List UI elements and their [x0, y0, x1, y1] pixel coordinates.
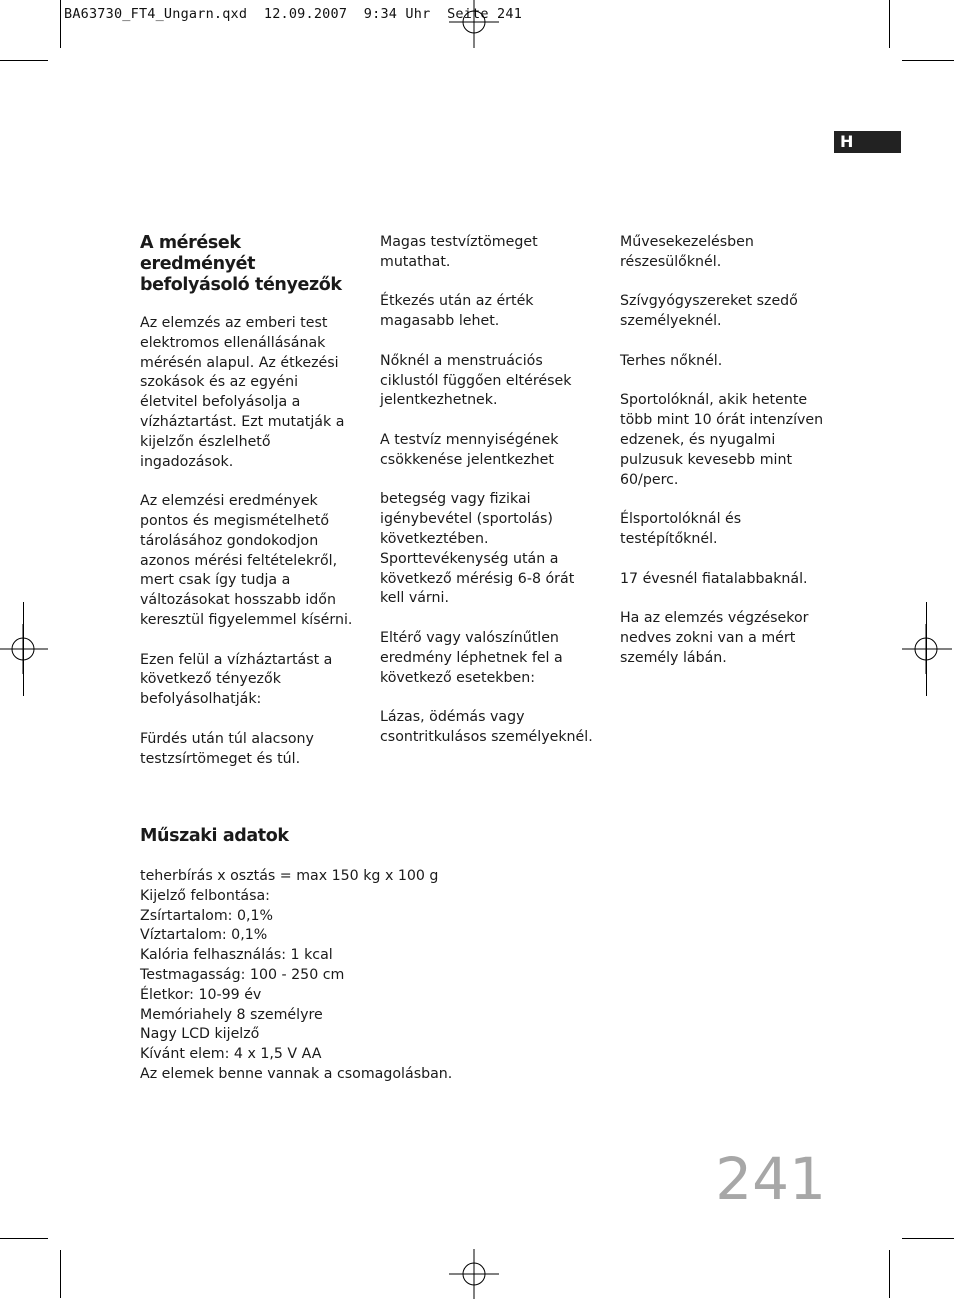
crop-mark: [902, 1238, 954, 1239]
paragraph: Magas testvíztömeget mutathat.: [380, 234, 538, 270]
paragraph: Fürdés után túl alacsony testzsírtömeget és túl.: [140, 730, 314, 767]
spec-line: Életkor: 10-99 év: [140, 986, 262, 1003]
spec-line: Víztartalom: 0,1%: [140, 927, 268, 944]
paragraph: 17 évesnél fiatalabbaknál.: [620, 570, 808, 587]
column-3: [620, 233, 840, 688]
column-1: [140, 233, 360, 789]
section-heading: Műszaki adatok: [140, 826, 289, 846]
spec-line: Memóriahely 8 személyre: [140, 1006, 323, 1023]
registration-mark-right-icon: [902, 624, 952, 674]
crop-mark: [902, 60, 954, 61]
crop-mark: [60, 0, 61, 48]
crop-mark: [926, 602, 927, 696]
crop-mark: [0, 1238, 48, 1239]
paragraph: Eltérő vagy valószínűtlen eredmény léphetnek fel a következő esetekben:: [380, 629, 563, 686]
technical-specs: [140, 826, 560, 1085]
registration-mark-left-icon: [0, 624, 50, 674]
paragraph: Étkezés után az érték magasabb lehet.: [380, 293, 534, 330]
spec-line: Kívánt elem: 4 x 1,5 V AA: [140, 1046, 322, 1063]
spec-line: Zsírtartalom: 0,1%: [140, 907, 274, 924]
spec-line: Kalória felhasználás: 1 kcal: [140, 947, 333, 964]
crop-mark: [60, 1250, 61, 1298]
page-number: 241: [715, 1145, 826, 1213]
paragraph: Sportolóknál, akik hetente több mint 10 órát intenzíven edzenek, és nyugalmi pulzusuk kevesebb mint 60/perc.: [620, 392, 824, 488]
crop-mark: [889, 1250, 890, 1298]
paragraph: Ezen felül a vízháztartást a következő tényezők befolyásolhatják:: [140, 651, 333, 708]
print-slug: BA63730_FT4_Ungarn.qxd 12.09.2007 9:34 Uhr Seite 241: [64, 6, 523, 22]
spec-line: teherbírás x osztás = max 150 kg x 100 g: [140, 868, 439, 884]
registration-mark-top-icon: [449, 0, 499, 50]
paragraph: betegség vagy fizikai igénybevétel (sportolás) következtében. Sporttevékenység után a következő mérésig 6-8 órát kell várni.: [380, 491, 575, 607]
paragraph: Ha az elemzés végzésekor nedves zokni van a mért személy lábán.: [620, 610, 809, 666]
paragraph: Szívgyógyszereket szedő személyeknél.: [620, 293, 798, 330]
spec-line: Az elemek benne vannak a csomagolásban.: [140, 1065, 453, 1082]
paragraph: Művesekezelésben részesülőknél.: [620, 234, 754, 270]
spec-line: Nagy LCD kijelző: [140, 1026, 260, 1043]
section-heading: A mérések eredményét befolyásoló tényezők: [140, 233, 342, 295]
paragraph: Lázas, ödémás vagy csontritkulásos személyeknél.: [380, 709, 593, 745]
crop-mark: [889, 0, 890, 48]
spec-line: Testmagasság: 100 - 250 cm: [140, 966, 345, 983]
language-tab: H: [834, 131, 901, 153]
crop-mark: [23, 602, 24, 696]
paragraph: A testvíz mennyiségének csökkenése jelentkezhet: [380, 431, 559, 468]
paragraph: Az elemzés az emberi test elektromos ellenállásának mérésén alapul. Az étkezési szokások és az egyéni életvitel befolyásolja a vízháztartást. Ezt mutatják a kijelzőn észlelhető ingadozások.: [140, 315, 345, 470]
spec-line: Kijelző felbontása:: [140, 887, 270, 904]
paragraph: Az elemzési eredmények pontos és megismételhető tárolásához gondokodjon azonos mérési feltételekről, mert csak így tudja a változásokat hosszabb időn keresztül figyelemmel kísérni.: [140, 493, 353, 628]
registration-mark-bottom-icon: [449, 1249, 499, 1299]
paragraph: Nőknél a menstruációs ciklustól függően eltérések jelentkezhetnek.: [380, 352, 572, 409]
paragraph: Élsportolóknál és testépítőknél.: [620, 511, 742, 547]
crop-mark: [0, 60, 48, 61]
column-2: [380, 233, 600, 768]
paragraph: Terhes nőknél.: [620, 352, 723, 369]
